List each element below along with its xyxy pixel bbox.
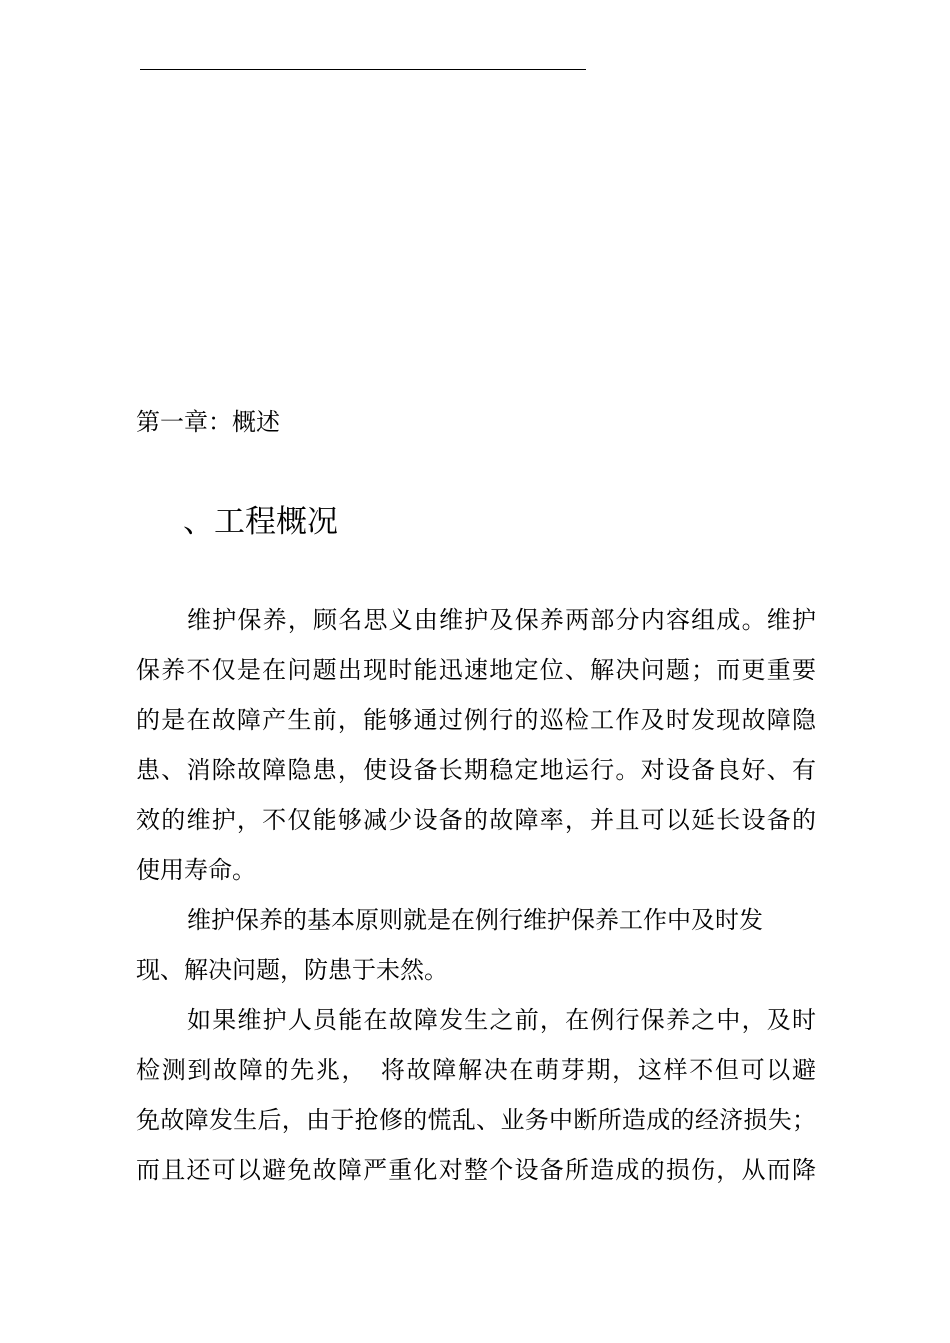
paragraph-line: 维护保养的基本原则就是在例行维护保养工作中及时发 [187, 906, 763, 934]
paragraph-line: 如果维护人员能在故障发生之前，在例行保养之中，及时 [187, 1006, 816, 1034]
paragraph-line: 保养不仅是在问题出现时能迅速地定位、解决问题；而更重要 [136, 656, 816, 684]
paragraph-3 [136, 995, 826, 1195]
paragraph-line: 维护保养，顾名思义由维护及保养两部分内容组成。维护 [187, 606, 816, 634]
paragraph-line: 免故障发生后，由于抢修的慌乱、业务中断所造成的经济损失； [136, 1106, 816, 1134]
paragraph-2 [136, 895, 826, 995]
paragraph-line: 现、解决问题，防患于未然。 [136, 956, 448, 984]
paragraph-line: 检测到故障的先兆， 将故障解决在萌芽期，这样不但可以避 [136, 1056, 816, 1084]
paragraph-line: 患、消除故障隐患，使设备长期稳定地运行。对设备良好、有 [136, 756, 816, 784]
paragraph-line: 而且还可以避免故障严重化对整个设备所造成的损伤，从而降 [136, 1156, 816, 1184]
chapter-title: 第一章：概述 [136, 408, 280, 436]
header-rule [140, 69, 586, 70]
section-heading: 、工程概况 [183, 504, 338, 540]
paragraph-1 [136, 595, 826, 895]
paragraph-line: 使用寿命。 [136, 856, 256, 884]
paragraph-line: 效的维护，不仅能够减少设备的故障率，并且可以延长设备的 [136, 806, 816, 834]
paragraph-line: 的是在故障产生前，能够通过例行的巡检工作及时发现故障隐 [136, 706, 816, 734]
